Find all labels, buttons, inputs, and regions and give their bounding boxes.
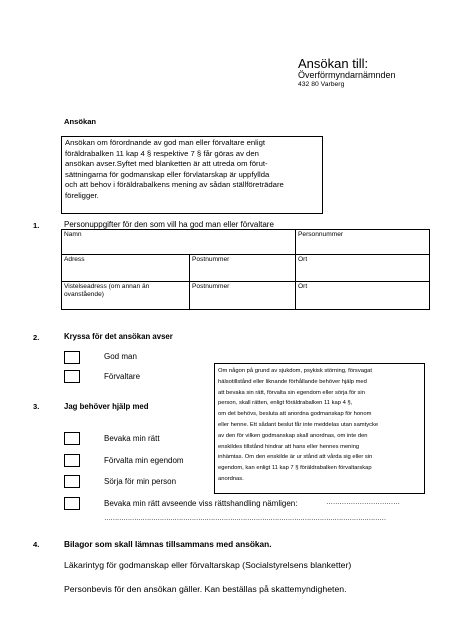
forvalta-egendom-label: Förvalta min egendom bbox=[104, 456, 184, 465]
note-line: egendom, kan enligt 11 kap 7 § föräldrabalken förvaltarskap bbox=[218, 465, 372, 472]
forvaltare-label: Förvaltare bbox=[104, 372, 141, 381]
intro-line: föreligger. bbox=[65, 190, 99, 200]
note-line: om det behövs, besluta att anordna godmanskap för honom bbox=[218, 411, 372, 418]
section2-number: 2. bbox=[33, 333, 40, 342]
address-field[interactable]: Adress bbox=[62, 255, 190, 282]
note-line: anordnas. bbox=[218, 475, 244, 482]
note-line: Om någon på grund av sjukdom, psykisk störning, försvagat bbox=[218, 368, 373, 374]
god-man-label: God man bbox=[104, 352, 137, 361]
specific-matter-continuation-line[interactable]: …………………………………………………………………………………………………………………… bbox=[104, 515, 386, 522]
note-line: inhämtas. Om den enskilde är ur stånd att vårda sig eller sin bbox=[218, 454, 373, 461]
specific-matter-checkbox[interactable] bbox=[64, 497, 80, 510]
section1-number: 1. bbox=[33, 221, 40, 230]
forvalta-egendom-checkbox[interactable] bbox=[64, 454, 80, 467]
god-man-checkbox[interactable] bbox=[64, 351, 80, 364]
attachment-personal-certificate: Personbevis för den ansökan gäller. Kan beställas på skattemyndigheten. bbox=[64, 584, 347, 594]
city-field[interactable]: Ort bbox=[296, 255, 430, 282]
intro-line: Ansökan om förordnande av god man eller förvaltare enligt bbox=[65, 138, 265, 147]
intro-line: ansökan avser.Syftet med blanketten är att utreda om förut- bbox=[65, 159, 268, 169]
name-field[interactable]: Namn bbox=[62, 230, 296, 255]
temporary-city-field[interactable]: Ort bbox=[296, 282, 430, 310]
intro-heading: Ansökan bbox=[64, 117, 97, 126]
sorja-person-checkbox[interactable] bbox=[64, 475, 80, 488]
intro-line: sättningarna för godmanskap eller förvlatarskap är uppfyllda bbox=[65, 169, 270, 179]
note-line: av den för vilken godmanskap skall anordnas, om inte den bbox=[218, 432, 368, 439]
intro-box bbox=[61, 136, 323, 214]
note-line: hälsotillstånd eller liknande förhållande behöver hjälp med bbox=[218, 378, 367, 385]
section2-title: Kryssa för det ansökan avser bbox=[64, 332, 173, 341]
note-line: enskildes tillstånd hindrar att hans eller hennes mening bbox=[218, 443, 360, 450]
intro-line: föräldrabalken 11 kap 4 § respektive 7 § får göras av den bbox=[65, 148, 259, 158]
postal-code-field[interactable]: Postnummer bbox=[190, 255, 296, 282]
bevaka-ratt-checkbox[interactable] bbox=[64, 432, 80, 445]
form-title: Ansökan till: bbox=[298, 56, 369, 71]
personal-details-table bbox=[61, 229, 430, 310]
section3-number: 3. bbox=[33, 402, 40, 411]
temporary-address-field[interactable]: Vistelseadress (om annan än ovanstående) bbox=[62, 282, 190, 310]
specific-matter-label: Bevaka min rätt avseende viss rättshandling nämligen: bbox=[104, 499, 298, 508]
section4-number: 4. bbox=[33, 540, 40, 549]
section1-title: Personuppgifter för den som vill ha god man eller förvaltare bbox=[64, 220, 274, 229]
attachment-medical-certificate: Läkarintyg för godmanskap eller förvaltarskap (Socialstyrelsens blanketter) bbox=[64, 560, 352, 570]
intro-line: och att behov i föräldrabalkens mening av sådan ställföreträdare bbox=[65, 180, 284, 190]
section4-title: Bilagor som skall lämnas tillsammans med ansökan. bbox=[64, 539, 272, 549]
personal-number-field[interactable]: Personnummer bbox=[296, 230, 430, 255]
recipient-name: Överförmyndarnämnden bbox=[298, 70, 396, 80]
legal-info-box bbox=[214, 363, 425, 494]
note-line: person, skall rätten, enligt föräldrabalken 11 kap 4 §, bbox=[218, 400, 353, 407]
temporary-postal-code-field[interactable]: Postnummer bbox=[190, 282, 296, 310]
note-line: eller henne. Ett sådant beslut får inte meddelas utan samtycke bbox=[218, 421, 379, 428]
specific-matter-line[interactable]: …………………………… bbox=[326, 499, 400, 506]
note-line: att bevaka sin rätt, förvalta sin egendom eller sörja för sin bbox=[218, 389, 365, 396]
sorja-person-label: Sörja för min person bbox=[104, 477, 177, 486]
forvaltare-checkbox[interactable] bbox=[64, 370, 80, 383]
bevaka-ratt-label: Bevaka min rätt bbox=[104, 434, 160, 443]
recipient-address: 432 80 Varberg bbox=[298, 81, 345, 88]
section3-title: Jag behöver hjälp med bbox=[64, 402, 149, 411]
